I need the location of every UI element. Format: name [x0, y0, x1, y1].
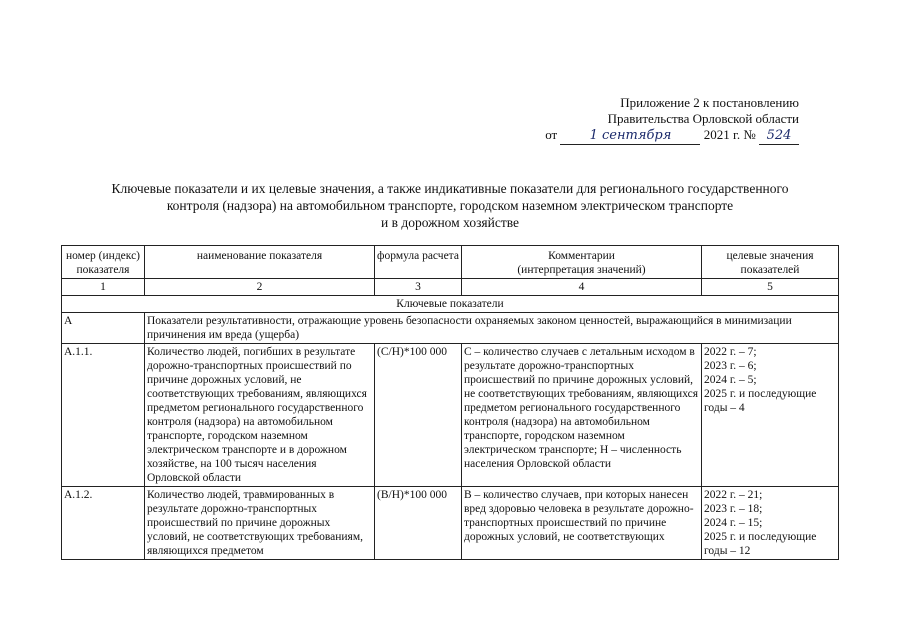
- header-targets: целевые значения показателей: [702, 246, 839, 279]
- target-value: 2022 г. – 7;: [704, 346, 757, 358]
- title-line-1: Ключевые показатели и их целевые значения, а также индикативные показатели для регионального государственного: [111, 181, 789, 196]
- title-line-3: и в дорожном хозяйстве: [380, 215, 520, 230]
- header-name: наименование показателя: [145, 246, 375, 279]
- target-value: 2025 г. и последующие годы – 12: [704, 531, 817, 557]
- table-row: [62, 487, 839, 560]
- header-comment-line-2: (интерпретация значений): [517, 264, 646, 276]
- section-row: [62, 296, 839, 313]
- row-index: А.1.1.: [62, 344, 145, 487]
- title-line-2: контроля (надзора) на автомобильном транспорте, городском наземном электрическом транспорте: [166, 198, 734, 213]
- row-comment: В – количество случаев, при которых нанесен вред здоровью человека в результате дорожно-транспортных происшествий по причине дорожных условий, не соответствующих: [462, 487, 702, 560]
- header-index: номер (индекс) показателя: [62, 246, 145, 279]
- target-value: 2023 г. – 6;: [704, 360, 757, 372]
- row-name: Количество людей, погибших в результате дорожно-транспортных происшествий по причине дорожных условий, не соответствующих требованиям, являющихся предметом регионального государственного контроля (надзора) на автомобильном транспорте, городском наземном электрическом транспорте и в дорожном хозяйстве, на 100 тысяч населения Орловской области: [145, 344, 375, 487]
- indicators-table: [61, 245, 839, 560]
- target-value: 2025 г. и последующие годы – 4: [704, 388, 817, 414]
- row-targets: [702, 344, 839, 487]
- row-index: А.1.2.: [62, 487, 145, 560]
- document-title: [60, 180, 840, 231]
- handwritten-date: 1 сентября: [560, 128, 700, 145]
- table-header-row: [62, 246, 839, 279]
- column-number-row: [62, 279, 839, 296]
- handwritten-number: 524: [759, 128, 799, 145]
- section-title: Ключевые показатели: [62, 296, 839, 313]
- row-formula: (С/Н)*100 000: [375, 344, 462, 487]
- group-text: Показатели результативности, отражающие уровень безопасности охраняемых законом ценностей, выражающийся в минимизации причинения им вреда (ущерба): [145, 313, 839, 344]
- col-number: 5: [702, 279, 839, 296]
- row-targets: [702, 487, 839, 560]
- target-value: 2024 г. – 5;: [704, 374, 757, 386]
- appendix-line-2: Правительства Орловской области: [607, 111, 799, 126]
- row-formula: (В/Н)*100 000: [375, 487, 462, 560]
- col-number: 2: [145, 279, 375, 296]
- header-formula: формула расчета: [375, 246, 462, 279]
- target-value: 2022 г. – 21;: [704, 489, 763, 501]
- group-index: А: [62, 313, 145, 344]
- row-name: Количество людей, травмированных в результате дорожно-транспортных происшествий по причине дорожных условий, не соответствующих требованиям, являющихся предметом: [145, 487, 375, 560]
- appendix-header: [545, 95, 799, 145]
- header-comment-line-1: Комментарии: [548, 250, 615, 262]
- header-comment: [462, 246, 702, 279]
- target-value: 2023 г. – 18;: [704, 503, 763, 515]
- col-number: 4: [462, 279, 702, 296]
- target-value: 2024 г. – 15;: [704, 517, 763, 529]
- col-number: 3: [375, 279, 462, 296]
- col-number: 1: [62, 279, 145, 296]
- table-row: [62, 344, 839, 487]
- date-prefix: от: [545, 127, 558, 142]
- appendix-line-1: Приложение 2 к постановлению: [620, 95, 799, 110]
- group-row: [62, 313, 839, 344]
- year-text: 2021 г. №: [703, 127, 756, 142]
- row-comment: С – количество случаев с летальным исходом в результате дорожно-транспортных происшествий по причине дорожных условий, не соответствующих требованиям, являющихся предметом регионального государственного контроля (надзора) на автомобильном транспорте, городском наземном электрическом транспорте; Н – численность населения Орловской области: [462, 344, 702, 487]
- appendix-date-line: [545, 127, 799, 145]
